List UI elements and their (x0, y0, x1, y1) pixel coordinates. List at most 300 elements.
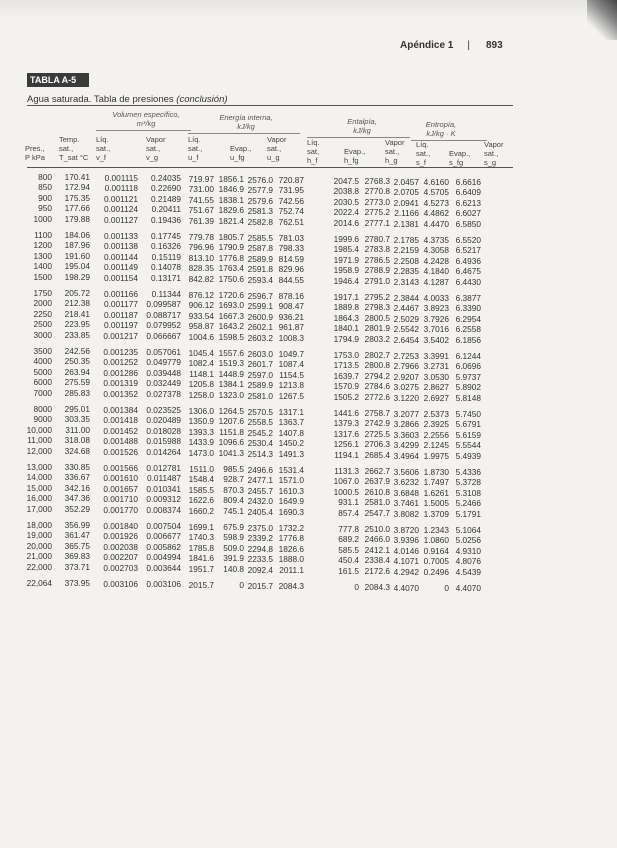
cell-r27-c8: 1000.5 (333, 486, 359, 497)
group-unit-0: m³/kg (136, 119, 156, 128)
cell-r29-c1: 352.29 (64, 503, 90, 514)
cell-r2-c3: 0.21489 (151, 193, 181, 204)
cell-r24-c12: 5.4939 (455, 450, 481, 461)
cell-r5-c6: 2585.5 (247, 233, 273, 243)
cell-r23-c5: 1096.6 (218, 437, 244, 448)
cell-r11-c12: 6.3390 (455, 303, 481, 314)
cell-r26-c4: 1548.4 (188, 474, 214, 485)
cell-r21-c11: 2.3925 (423, 419, 449, 430)
cell-r18-c2: 0.001319 (103, 378, 138, 389)
cell-r33-c1: 369.83 (64, 551, 90, 562)
cell-r19-c11: 2.6927 (423, 392, 449, 403)
cell-r9-c5: 1750.6 (218, 273, 244, 284)
cell-r35-c11: 0 (444, 583, 449, 593)
cell-r11-c10: 2.4467 (393, 303, 419, 314)
cell-r27-c0: 15,000 (26, 482, 52, 493)
column-header-0-l2: P kPa (25, 153, 45, 162)
cell-r23-c8: 1256.1 (333, 439, 359, 450)
cell-r21-c12: 5.6791 (455, 419, 481, 430)
cell-r7-c4: 813.10 (188, 252, 214, 263)
cell-r33-c2: 0.002207 (103, 552, 138, 563)
cell-r5-c12: 6.5520 (455, 235, 481, 245)
cell-r28-c7: 1649.9 (278, 496, 304, 507)
cell-r26-c1: 336.67 (64, 472, 90, 483)
cell-r8-c2: 0.001149 (104, 262, 138, 273)
cell-r29-c5: 745.1 (223, 505, 244, 516)
cell-r24-c0: 12,000 (26, 445, 52, 456)
cell-r11-c3: 0.099587 (146, 299, 181, 310)
cell-r1-c7: 731.95 (278, 185, 304, 196)
cell-r27-c1: 342.16 (64, 482, 90, 493)
cell-r35-c2: 0.003106 (103, 579, 138, 589)
cell-r35-c3: 0.003106 (146, 579, 181, 589)
cell-r30-c6: 2375.0 (247, 523, 273, 533)
cell-r8-c0: 1400 (33, 261, 52, 272)
cell-r31-c12: 5.0256 (455, 535, 481, 546)
column-header-12-l1: Vapor (484, 140, 504, 149)
cell-r22-c5: 1151.8 (219, 426, 244, 437)
cell-r25-c6: 2496.6 (247, 465, 273, 475)
table-tag: TABLA A-5 (27, 73, 89, 87)
cell-r23-c3: 0.015988 (146, 436, 181, 447)
cell-r29-c3: 0.008374 (146, 504, 181, 515)
cell-r9-c0: 1500 (33, 271, 52, 282)
cell-r6-c2: 0.001138 (104, 241, 138, 252)
cell-r4-c4: 761.39 (188, 215, 214, 226)
cell-r12-c5: 1667.3 (218, 310, 244, 321)
table-title-suffix: (conclusión) (176, 94, 228, 105)
column-header-8-l1: Evap., (344, 147, 366, 156)
cell-r35-c4: 2015.7 (188, 580, 214, 590)
group-unit-3: kJ/kg · K (426, 129, 456, 138)
cell-r18-c7: 1213.8 (278, 380, 304, 391)
cell-r9-c3: 0.13171 (151, 272, 181, 283)
cell-r22-c1: 311.00 (65, 424, 90, 435)
cell-r2-c6: 2579.6 (247, 195, 273, 206)
cell-r34-c11: 0.2496 (423, 566, 449, 577)
cell-r25-c5: 985.5 (223, 464, 244, 474)
cell-r25-c8: 1131.3 (334, 466, 359, 476)
cell-r9-c11: 4.1287 (423, 276, 449, 287)
cell-r24-c3: 0.014264 (146, 446, 181, 457)
cell-r31-c1: 361.47 (64, 530, 90, 541)
cell-r30-c0: 18,000 (26, 520, 52, 530)
cell-r21-c5: 1207.6 (218, 416, 244, 427)
cell-r15-c5: 1557.6 (218, 348, 244, 358)
cell-r9-c4: 842.82 (188, 273, 214, 284)
cell-r34-c12: 4.5439 (455, 566, 481, 577)
cell-r23-c7: 1450.2 (278, 438, 304, 449)
cell-r1-c11: 4.5705 (423, 187, 449, 198)
cell-r5-c7: 781.03 (278, 233, 304, 243)
cell-r19-c1: 285.83 (64, 387, 90, 398)
cell-r7-c12: 6.4936 (455, 255, 481, 266)
cell-r3-c3: 0.20411 (151, 204, 181, 215)
cell-r2-c11: 4.5273 (423, 197, 449, 208)
cell-r25-c11: 1.8730 (423, 467, 449, 477)
cell-r28-c9: 2581.0 (364, 497, 390, 508)
cell-r28-c1: 347.36 (64, 493, 90, 504)
column-header-4-l2: sat., (188, 144, 203, 153)
cell-r11-c0: 2000 (33, 298, 52, 309)
cell-r2-c12: 6.6213 (455, 197, 481, 208)
column-header-2-l3: v_f (96, 153, 107, 162)
cell-r17-c12: 5.9737 (455, 371, 481, 382)
cell-r22-c10: 3.3603 (393, 429, 419, 440)
cell-r1-c10: 2.0705 (393, 187, 419, 198)
cell-r32-c12: 4.9310 (455, 545, 481, 556)
cell-r10-c1: 205.72 (64, 288, 90, 298)
cell-r31-c2: 0.001926 (103, 531, 138, 542)
cell-r14-c9: 2803.2 (364, 333, 390, 344)
column-header-9-l3: h_g (385, 156, 398, 165)
cell-r28-c3: 0.009312 (146, 494, 181, 505)
cell-r30-c12: 5.1064 (455, 525, 481, 535)
cell-r2-c0: 900 (38, 192, 52, 203)
cell-r31-c3: 0.006677 (146, 531, 181, 542)
cell-r11-c2: 0.001177 (104, 299, 138, 310)
cell-r26-c7: 1571.0 (278, 475, 304, 486)
cell-r7-c10: 2.2508 (393, 255, 419, 266)
cell-r20-c4: 1306.0 (188, 406, 214, 416)
cell-r23-c11: 2.1245 (423, 440, 449, 451)
cell-r30-c11: 1.2343 (423, 525, 449, 535)
column-header-11-l2: s_fg (449, 158, 464, 167)
cell-r25-c0: 13,000 (26, 462, 52, 472)
cell-r11-c1: 212.38 (64, 298, 90, 309)
cell-r25-c10: 3.5606 (393, 467, 419, 477)
cell-r18-c9: 2784.6 (364, 381, 390, 392)
cell-r8-c11: 4.1840 (423, 266, 449, 277)
cell-r6-c4: 796.96 (188, 242, 214, 253)
group-label-1: Energía interna, (219, 113, 273, 122)
cell-r5-c10: 2.1785 (393, 235, 419, 245)
cell-r7-c2: 0.001144 (104, 251, 138, 262)
cell-r34-c9: 2172.6 (364, 565, 390, 576)
column-header-10-l1: Líq. (416, 140, 429, 149)
cell-r9-c2: 0.001154 (104, 272, 138, 283)
cell-r20-c0: 8000 (33, 404, 52, 414)
cell-r33-c5: 391.9 (223, 553, 244, 564)
cell-r15-c0: 3500 (33, 346, 52, 356)
cell-r3-c6: 2581.3 (247, 206, 273, 217)
group-label-3: Entropía, (425, 120, 457, 129)
column-header-8-l2: h_fg (344, 156, 359, 165)
cell-r24-c9: 2685.4 (364, 449, 390, 460)
cell-r12-c3: 0.088717 (146, 309, 181, 320)
cell-r16-c5: 1519.3 (218, 358, 244, 369)
cell-r34-c4: 1951.7 (188, 563, 214, 574)
cell-r3-c0: 950 (38, 203, 52, 214)
cell-r3-c4: 751.67 (188, 205, 214, 216)
cell-r31-c11: 1.0860 (423, 535, 449, 546)
cell-r35-c10: 4.4070 (393, 583, 419, 593)
cell-r26-c3: 0.011487 (147, 473, 181, 484)
cell-r9-c12: 6.4430 (455, 276, 481, 287)
cell-r18-c0: 6000 (33, 377, 52, 388)
page-number: 893 (485, 40, 503, 51)
cell-r2-c4: 741.55 (188, 194, 214, 205)
cell-r20-c9: 2758.7 (364, 408, 390, 418)
column-header-9-l2: sat., (385, 147, 400, 156)
cell-r7-c9: 2786.5 (364, 254, 390, 265)
cell-r13-c1: 223.95 (64, 319, 90, 330)
cell-r17-c10: 2.9207 (393, 371, 419, 382)
cell-r29-c0: 17,000 (26, 503, 52, 514)
cell-r24-c11: 1.9975 (423, 450, 449, 461)
cell-r32-c6: 2294.8 (247, 543, 273, 554)
cell-r32-c1: 365.75 (64, 540, 90, 551)
cell-r30-c3: 0.007504 (146, 521, 181, 531)
cell-r21-c6: 2558.5 (247, 417, 273, 428)
cell-r32-c8: 585.5 (338, 544, 359, 555)
cell-r22-c4: 1393.3 (188, 426, 214, 437)
cell-r33-c4: 1841.6 (188, 553, 214, 564)
cell-r0-c12: 6.6616 (455, 177, 481, 187)
cell-r17-c8: 1639.7 (333, 370, 359, 381)
cell-r18-c6: 2589.9 (247, 380, 273, 391)
cell-r3-c11: 4.4862 (423, 208, 449, 219)
cell-r19-c12: 5.8148 (455, 392, 481, 403)
cell-r6-c7: 798.33 (278, 243, 304, 254)
cell-r8-c8: 1958.9 (333, 265, 359, 276)
cell-r14-c3: 0.066667 (146, 330, 181, 341)
cell-r33-c9: 2338.4 (364, 555, 390, 566)
cell-r23-c2: 0.001488 (103, 436, 138, 447)
cell-r23-c6: 2530.4 (247, 438, 273, 449)
cell-r17-c1: 263.94 (64, 366, 90, 377)
cell-r8-c6: 2591.8 (247, 264, 273, 275)
cell-r13-c8: 1840.1 (333, 323, 359, 334)
cell-r35-c6: 2015.7 (247, 581, 273, 591)
cell-r31-c7: 1776.8 (278, 533, 304, 544)
cell-r20-c7: 1317.1 (278, 407, 304, 417)
cell-r22-c12: 5.6159 (455, 429, 481, 440)
cell-r27-c10: 3.6848 (393, 487, 419, 498)
cell-r21-c9: 2742.9 (364, 418, 390, 429)
cell-r16-c0: 4000 (33, 356, 52, 367)
cell-r32-c7: 1826.6 (278, 543, 304, 554)
cell-r18-c10: 3.0275 (393, 382, 419, 393)
column-header-12-l2: sat., (484, 149, 499, 158)
cell-r16-c1: 250.35 (64, 356, 90, 367)
cell-r20-c12: 5.7450 (455, 409, 481, 419)
cell-r12-c12: 6.2954 (455, 313, 481, 324)
table-title-text: Agua saturada. Tabla de presiones (27, 94, 174, 105)
cell-r9-c9: 2791.0 (364, 275, 390, 286)
page-header (400, 40, 503, 51)
cell-r6-c6: 2587.8 (247, 243, 273, 254)
cell-r2-c7: 742.56 (278, 195, 304, 206)
cell-r30-c9: 2510.0 (364, 524, 390, 534)
cell-r1-c6: 2577.9 (247, 185, 273, 196)
cell-r34-c10: 4.2942 (393, 566, 419, 577)
cell-r25-c1: 330.85 (64, 462, 90, 472)
cell-r34-c7: 2011.1 (279, 564, 304, 575)
cell-r8-c10: 2.2835 (393, 266, 419, 277)
cell-r7-c11: 4.2428 (423, 255, 449, 266)
cell-r23-c0: 11,000 (27, 435, 52, 446)
cell-r33-c6: 2233.5 (247, 554, 273, 565)
cell-r19-c6: 2581.0 (247, 390, 273, 401)
cell-r18-c11: 2.8627 (423, 382, 449, 393)
cell-r5-c3: 0.17745 (151, 231, 181, 241)
column-header-6-l1: Vapor (267, 135, 287, 144)
cell-r26-c9: 2637.9 (364, 476, 390, 487)
column-header-1-l3: T_sat °C (59, 153, 89, 162)
cell-r16-c10: 2.7966 (393, 361, 419, 372)
cell-r14-c8: 1794.9 (333, 333, 359, 344)
cell-r10-c5: 1720.6 (218, 290, 244, 300)
cell-r11-c8: 1889.8 (333, 302, 359, 313)
cell-r19-c5: 1323.0 (218, 389, 244, 400)
cell-r19-c10: 3.1220 (393, 392, 419, 403)
cell-r14-c11: 3.5402 (423, 334, 449, 345)
cell-r8-c9: 2788.9 (364, 265, 390, 276)
cell-r16-c8: 1713.5 (333, 360, 359, 371)
cell-r7-c3: 0.15119 (151, 251, 181, 262)
cell-r17-c0: 5000 (33, 366, 52, 377)
cell-r13-c0: 2500 (33, 319, 52, 330)
cell-r1-c12: 6.6409 (455, 187, 481, 198)
cell-r1-c3: 0.22690 (151, 183, 181, 194)
cell-r0-c1: 170.41 (64, 172, 90, 182)
cell-r13-c2: 0.001197 (104, 320, 138, 331)
cell-r12-c6: 2600.9 (247, 311, 273, 322)
cell-r8-c4: 828.35 (188, 263, 214, 274)
cell-r13-c12: 6.2558 (455, 324, 481, 335)
cell-r24-c8: 1194.1 (334, 449, 359, 460)
chapter-title: Apéndice 1 (400, 40, 454, 51)
cell-r9-c1: 198.29 (64, 271, 90, 282)
cell-r14-c1: 233.85 (64, 329, 90, 340)
cell-r8-c7: 829.96 (278, 264, 304, 275)
cell-r0-c10: 2.0457 (393, 177, 419, 187)
cell-r10-c8: 1917.1 (333, 292, 359, 302)
cell-r28-c6: 2432.0 (247, 496, 273, 507)
cell-r27-c3: 0.010341 (146, 483, 181, 494)
cell-r0-c7: 720.87 (278, 175, 304, 185)
cell-r30-c10: 3.8720 (393, 525, 419, 535)
cell-r6-c0: 1200 (33, 240, 52, 251)
cell-r26-c5: 928.7 (223, 474, 244, 485)
cell-r20-c10: 3.2077 (393, 409, 419, 419)
cell-r27-c6: 2455.7 (247, 485, 273, 496)
cell-r3-c9: 2775.2 (364, 207, 390, 218)
cell-r14-c7: 1008.3 (278, 332, 304, 343)
cell-r32-c0: 20,000 (26, 540, 52, 551)
table-top-rule (27, 105, 513, 106)
cell-r29-c10: 3.8082 (393, 508, 419, 519)
cell-r9-c7: 844.55 (278, 274, 304, 285)
cell-r34-c2: 0.002703 (103, 562, 138, 573)
cell-r5-c11: 4.3735 (423, 235, 449, 245)
cell-r14-c6: 2603.2 (247, 332, 273, 343)
cell-r12-c7: 936.21 (278, 311, 304, 322)
cell-r29-c8: 857.4 (338, 507, 359, 518)
group-unit-1: kJ/kg (237, 122, 255, 131)
cell-r14-c12: 6.1856 (455, 334, 481, 345)
cell-r26-c8: 1067.0 (333, 476, 359, 487)
cell-r35-c1: 373.95 (64, 578, 90, 588)
column-header-4-l1: Líq. (188, 135, 201, 144)
cell-r10-c11: 4.0033 (423, 293, 449, 303)
column-header-6-l2: sat., (267, 144, 282, 153)
cell-r24-c4: 1473.0 (188, 447, 214, 458)
cell-r21-c4: 1350.9 (188, 416, 214, 427)
cell-r25-c7: 1531.4 (278, 465, 304, 475)
cell-r11-c6: 2599.1 (247, 301, 273, 312)
cell-r14-c5: 1598.5 (218, 331, 244, 342)
cell-r28-c11: 1.5005 (423, 498, 449, 509)
cell-r35-c7: 2084.3 (278, 581, 304, 591)
cell-r18-c1: 275.59 (64, 377, 90, 388)
cell-r20-c5: 1264.5 (218, 406, 244, 416)
cell-r3-c7: 752.74 (278, 206, 304, 217)
cell-r28-c5: 809.4 (223, 495, 244, 506)
cell-r31-c0: 19,000 (26, 530, 52, 541)
cell-r7-c5: 1776.8 (218, 252, 244, 263)
cell-r14-c2: 0.001217 (103, 330, 138, 341)
cell-r19-c8: 1505.2 (333, 391, 359, 402)
cell-r26-c12: 5.3728 (455, 477, 481, 488)
cell-r21-c0: 9000 (33, 414, 52, 425)
cell-r17-c4: 1148.1 (189, 368, 214, 379)
scan-top-shadow (0, 0, 617, 18)
cell-r33-c7: 1888.0 (278, 554, 304, 565)
cell-r34-c3: 0.003644 (146, 562, 181, 573)
column-header-11-l1: Evap., (449, 149, 471, 158)
cell-r6-c11: 4.3058 (423, 245, 449, 256)
cell-r20-c11: 2.5373 (423, 409, 449, 419)
cell-r32-c9: 2412.1 (364, 544, 390, 555)
table-title (27, 94, 228, 105)
cell-r31-c5: 598.9 (223, 532, 244, 543)
cell-r16-c11: 3.2731 (423, 361, 449, 372)
cell-r8-c5: 1763.4 (218, 263, 244, 274)
cell-r4-c7: 762.51 (278, 216, 304, 227)
cell-r34-c6: 2092.4 (247, 564, 273, 575)
cell-r16-c6: 2601.7 (247, 359, 273, 370)
cell-r0-c3: 0.24035 (151, 173, 181, 183)
cell-r8-c3: 0.14078 (151, 262, 181, 273)
cell-r21-c3: 0.020489 (146, 415, 181, 426)
cell-r24-c7: 1491.3 (278, 448, 304, 459)
cell-r5-c4: 779.78 (188, 232, 214, 242)
cell-r23-c4: 1433.9 (188, 437, 214, 448)
cell-r0-c6: 2576.0 (247, 175, 273, 185)
cell-r31-c6: 2339.2 (247, 533, 273, 544)
cell-r26-c2: 0.001610 (103, 473, 138, 484)
cell-r11-c9: 2798.3 (364, 302, 390, 313)
cell-r0-c0: 800 (38, 172, 52, 182)
cell-r30-c7: 1732.2 (278, 523, 304, 533)
cell-r5-c8: 1999.6 (333, 234, 359, 244)
cell-r10-c6: 2596.7 (247, 291, 273, 301)
cell-r25-c9: 2662.7 (364, 466, 390, 476)
cell-r6-c9: 2783.8 (364, 244, 390, 255)
cell-r27-c2: 0.001657 (103, 483, 138, 494)
cell-r10-c4: 876.12 (188, 290, 214, 300)
cell-r3-c2: 0.001124 (104, 204, 138, 215)
cell-r28-c10: 3.7461 (393, 498, 419, 509)
cell-r21-c8: 1379.3 (333, 418, 359, 429)
cell-r27-c5: 870.3 (223, 484, 244, 495)
column-header-10-l2: sat., (416, 149, 431, 158)
cell-r15-c1: 242.56 (64, 346, 90, 356)
column-header-10-l3: s_f (416, 158, 427, 167)
cell-r25-c2: 0.001566 (103, 463, 138, 473)
